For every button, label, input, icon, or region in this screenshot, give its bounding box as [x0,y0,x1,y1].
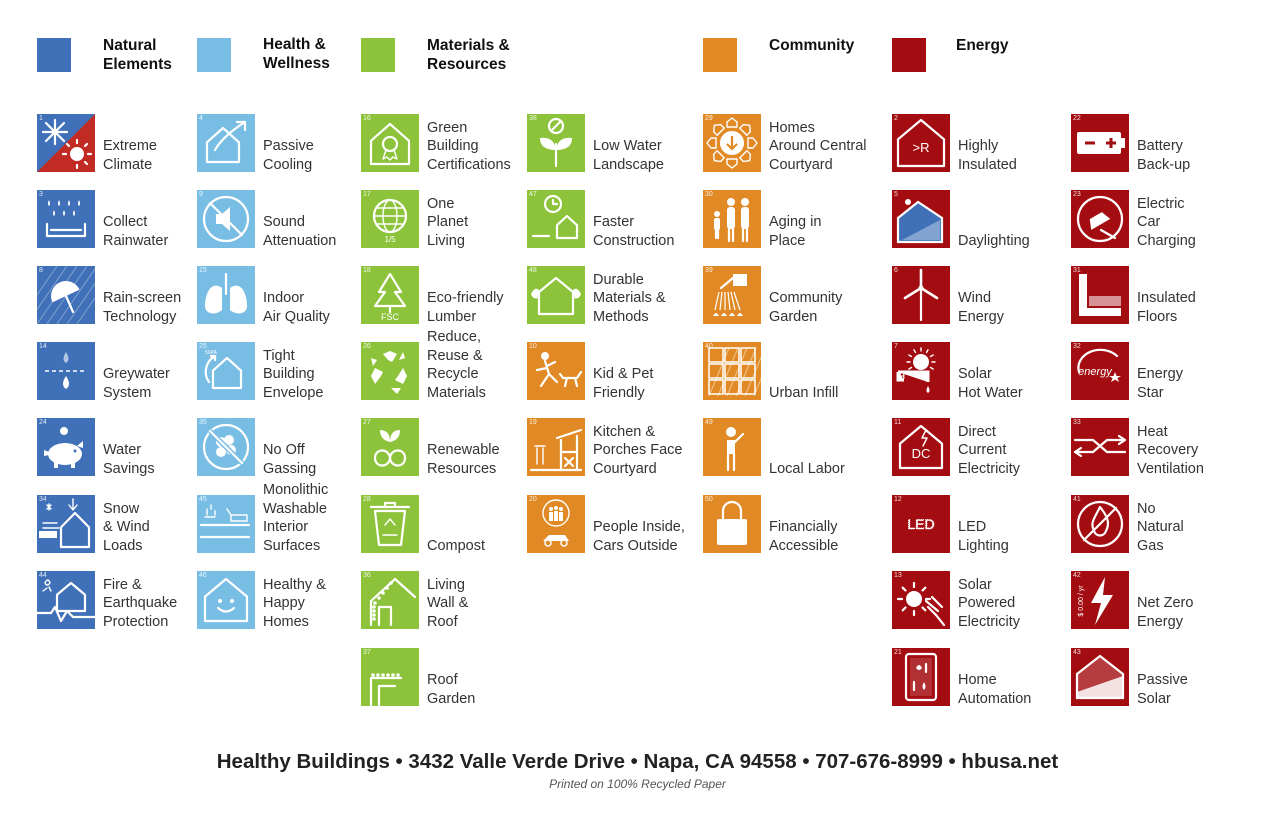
no-sound-icon [197,190,255,248]
feature-item [361,190,536,252]
feature-label: Sound Attenuation [263,214,337,249]
feature-number: 36 [363,572,371,579]
svg-text:$: $ [727,526,737,543]
feature-item [37,342,212,404]
feature-item [527,342,702,404]
footer-recycled-note: Printed on 100% Recycled Paper [549,777,726,791]
feature-label: Solar Powered Electricity [958,576,1021,630]
feature-label: LED Lighting [958,519,1009,554]
feature-number: 4 [199,115,203,122]
legend-label-text: Materials & Resources [427,37,510,73]
feature-number: 29 [705,115,713,122]
watering-can-icon [703,266,761,324]
feature-label: Daylighting [958,232,1030,249]
feature-label: Indoor Air Quality [263,290,330,325]
feature-number: 10 [529,343,537,350]
car-plug-icon [1071,190,1129,248]
legend-swatch [197,38,231,72]
feature-item [361,495,536,557]
feature-item [197,418,372,480]
feature-number: 22 [1073,115,1081,122]
feature-number: 42 [1073,572,1081,579]
feature-label: Water Savings [103,442,155,477]
people-car-icon [527,495,585,553]
dc-house-icon [892,418,950,476]
feature-item [361,648,536,710]
feature-label: Tight Building Envelope [263,347,324,401]
solar-plug-icon [892,571,950,629]
feature-item [892,648,1067,710]
feature-item [703,266,878,328]
feature-number: 17 [363,191,371,198]
feature-label: Renewable Resources [427,442,500,477]
feature-number: 31 [1073,267,1081,274]
wind-turbine-icon [892,266,950,324]
feature-item [703,114,878,176]
feature-item [37,571,212,633]
feature-item [527,114,702,176]
grid-infill-icon [703,342,761,400]
feature-label: Highly Insulated [958,138,1017,173]
feature-item [892,266,1067,328]
infinity-leaf-icon [361,418,419,476]
feature-label: Net Zero Energy [1137,595,1194,630]
water-drop-icon [37,342,95,400]
feature-label: Snow & Wind Loads [103,500,150,554]
rain-collect-icon [37,190,95,248]
feature-number: 25 [199,343,207,350]
feature-number: 40 [705,343,713,350]
legend-label [956,36,1009,55]
feature-number: 23 [1073,191,1081,198]
feature-number: 21 [894,649,902,656]
feature-item [892,114,1067,176]
feature-label: Roof Garden [427,672,476,707]
feature-item [197,571,372,633]
svg-text:FSC: FSC [381,312,399,322]
feature-item [1071,495,1246,557]
feature-label: People Inside, Cars Outside [593,519,685,554]
feature-item [197,266,372,328]
feature-number: 28 [363,496,371,503]
feature-number: 44 [39,572,47,579]
feature-item [892,495,1067,557]
washable-surface-icon [197,495,255,553]
legend-swatch [361,38,395,72]
feature-number: 27 [363,419,371,426]
svg-text:50PA: 50PA [205,350,217,356]
feature-label: Green Building Certifications [427,119,511,173]
feature-number: 19 [529,419,537,426]
piggy-bank-icon [37,418,95,476]
feature-item [527,266,702,328]
feature-number: 9 [199,191,203,198]
feature-item [892,418,1067,480]
feature-number: 2 [894,115,898,122]
feature-number: 5 [894,191,898,198]
feature-label: Wind Energy [958,290,1004,325]
svg-text:DC: DC [911,446,931,461]
happy-house-icon [197,571,255,629]
feature-number: 13 [894,572,902,579]
heat-recovery-icon [1071,418,1129,476]
feature-number: 38 [529,115,537,122]
feature-label: Extreme Climate [103,138,157,173]
insulated-house-icon [892,114,950,172]
feature-item [361,418,536,480]
feature-item [892,342,1067,404]
feature-item [37,495,212,557]
feature-number: 46 [199,572,207,579]
feature-item [37,266,212,328]
feature-number: 26 [363,343,371,350]
feature-item [1071,342,1246,404]
legend-swatch [892,38,926,72]
feature-number: 3 [39,191,43,198]
feature-item [1071,648,1246,710]
automation-panel-icon [892,648,950,706]
svg-text:$ 0.00 / yr: $ 0.00 / yr [1078,585,1085,617]
feature-item [37,114,212,176]
feature-number: 18 [363,267,371,274]
feature-number: 47 [529,191,537,198]
feature-label: Energy Star [1137,366,1183,401]
umbrella-icon [37,266,95,324]
feature-number: 11 [894,419,902,426]
feature-label: Direct Current Electricity [958,423,1021,477]
feature-number: 16 [363,115,371,122]
feature-number: 50 [705,496,713,503]
svg-text:1/5: 1/5 [384,235,396,244]
feature-label: Passive Solar [1137,672,1188,707]
feature-item [197,190,372,252]
feature-label: Financially Accessible [769,519,839,554]
courtyard-icon [703,114,761,172]
clock-house-icon [527,190,585,248]
feature-item [703,495,878,557]
feature-number: 35 [199,419,207,426]
feature-item [1071,418,1246,480]
fsc-tree-icon [361,266,419,324]
feature-label: Healthy & Happy Homes [263,576,326,630]
lungs-icon [197,266,255,324]
globe-icon [361,190,419,248]
legend-label-text: Health & Wellness [263,36,330,72]
dollar-lock-icon [703,495,761,553]
svg-text:LED: LED [907,516,935,532]
legend-swatch [37,38,71,72]
snow-wind-house-icon [37,495,95,553]
feature-label: Monolithic Washable Interior Surfaces [263,482,329,554]
feature-label: Compost [427,537,486,554]
feature-label: Urban Infill [769,384,839,401]
no-gas-icon [197,418,255,476]
envelope-house-icon [197,342,255,400]
feature-item [703,418,878,480]
feature-item [361,329,536,404]
feature-item [197,342,372,404]
feature-item [1071,114,1246,176]
feature-label: Heat Recovery Ventilation [1137,423,1204,477]
feature-item [361,571,536,633]
feature-label: Insulated Floors [1137,290,1196,325]
feature-item [527,190,702,252]
feature-number: 7 [894,343,898,350]
led-icon [892,495,950,553]
feature-label: Living Wall & Roof [427,576,469,630]
feature-number: 1 [39,115,43,122]
roof-garden-icon [361,648,419,706]
solar-faucet-icon [892,342,950,400]
battery-icon [1071,114,1129,172]
feature-label: Rain-screen Technology [103,290,182,325]
feature-number: 48 [529,267,537,274]
feature-label: Fire & Earthquake Protection [103,576,178,630]
strong-house-icon [527,266,585,324]
legend-label [103,36,172,74]
legend-label-text: Natural Elements [103,37,172,73]
feature-number: 15 [199,267,207,274]
feature-number: 33 [1073,419,1081,426]
svg-text:120 MPH: 120 MPH [38,532,58,538]
feature-label: Reduce, Reuse & Recycle Materials [427,329,486,401]
feature-number: 6 [894,267,898,274]
feature-number: 41 [1073,496,1081,503]
no-flame-icon [1071,495,1129,553]
certification-house-icon [361,114,419,172]
feature-item [197,482,372,557]
feature-label: Homes Around Central Courtyard [769,119,867,173]
feature-item [527,495,702,557]
feature-label: Durable Materials & Methods [593,271,666,325]
feature-item [197,114,372,176]
feature-number: 14 [39,343,47,350]
bolt-icon [1071,571,1129,629]
legend-label-text: Energy [956,37,1009,54]
legend-label [427,36,510,74]
feature-number: 45 [199,496,207,503]
feature-label: Community Garden [769,290,843,325]
feature-item [1071,190,1246,252]
feature-item [37,190,212,252]
feature-label: Passive Cooling [263,138,314,173]
feature-item [892,190,1067,252]
feature-number: 30 [705,191,713,198]
porch-icon [527,418,585,476]
feature-number: 8 [39,267,43,274]
legend-label [769,36,854,55]
feature-item [1071,266,1246,328]
feature-label: Collect Rainwater [103,214,169,249]
feature-label: Greywater System [103,366,170,401]
feature-label: Kid & Pet Friendly [593,366,654,401]
kid-dog-icon [527,342,585,400]
feature-item [892,571,1067,633]
cooling-house-icon [197,114,255,172]
compost-bin-icon [361,495,419,553]
snowflake-sun-icon [37,114,95,172]
footer-contact: Healthy Buildings • 3432 Valle Verde Drive • Napa, CA 94558 • 707-676-8999 • hbusa.net [216,750,1059,773]
feature-label: Battery Back-up [1137,138,1191,173]
feature-label: Electric Car Charging [1137,195,1196,249]
daylight-house-icon [892,190,950,248]
feature-item [527,418,702,480]
legend-swatch [703,38,737,72]
feature-number: 37 [363,649,371,656]
energy-star-icon [1071,342,1129,400]
feature-number: 34 [39,496,47,503]
feature-label: Home Automation [958,672,1032,707]
low-water-plant-icon [527,114,585,172]
feature-label: Kitchen & Porches Face Courtyard [593,423,683,477]
recycle-icon [361,342,419,400]
feature-item [361,266,536,328]
feature-item [703,190,878,252]
living-wall-icon [361,571,419,629]
feature-label: Local Labor [769,460,845,477]
feature-number: 24 [39,419,47,426]
feature-label: Faster Construction [593,214,675,249]
feature-item [361,114,536,176]
feature-label: Low Water Landscape [593,138,664,173]
legend-label [263,35,330,73]
feature-item [37,418,212,480]
svg-text:>R: >R [912,140,930,155]
insulated-floor-icon [1071,266,1129,324]
feature-label: Eco-friendly Lumber [427,290,504,325]
svg-text:energy: energy [1078,366,1112,378]
feature-label: Solar Hot Water [958,366,1023,401]
legend-label-text: Community [769,37,855,54]
feature-item [1071,571,1246,633]
passive-solar-house-icon [1071,648,1129,706]
feature-label: Aging in Place [769,214,822,249]
worker-icon [703,418,761,476]
feature-number: 43 [1073,649,1081,656]
earthquake-house-icon [37,571,95,629]
feature-label: No Off Gassing [263,442,317,477]
svg-text:H: H [899,372,905,381]
family-icon [703,190,761,248]
feature-label: No Natural Gas [1137,500,1184,554]
feature-label: One Planet Living [427,195,469,249]
feature-number: 49 [705,419,713,426]
feature-number: 12 [894,496,902,503]
feature-number: 20 [529,496,537,503]
feature-number: 32 [1073,343,1081,350]
feature-number: 39 [705,267,713,274]
feature-item [703,342,878,404]
